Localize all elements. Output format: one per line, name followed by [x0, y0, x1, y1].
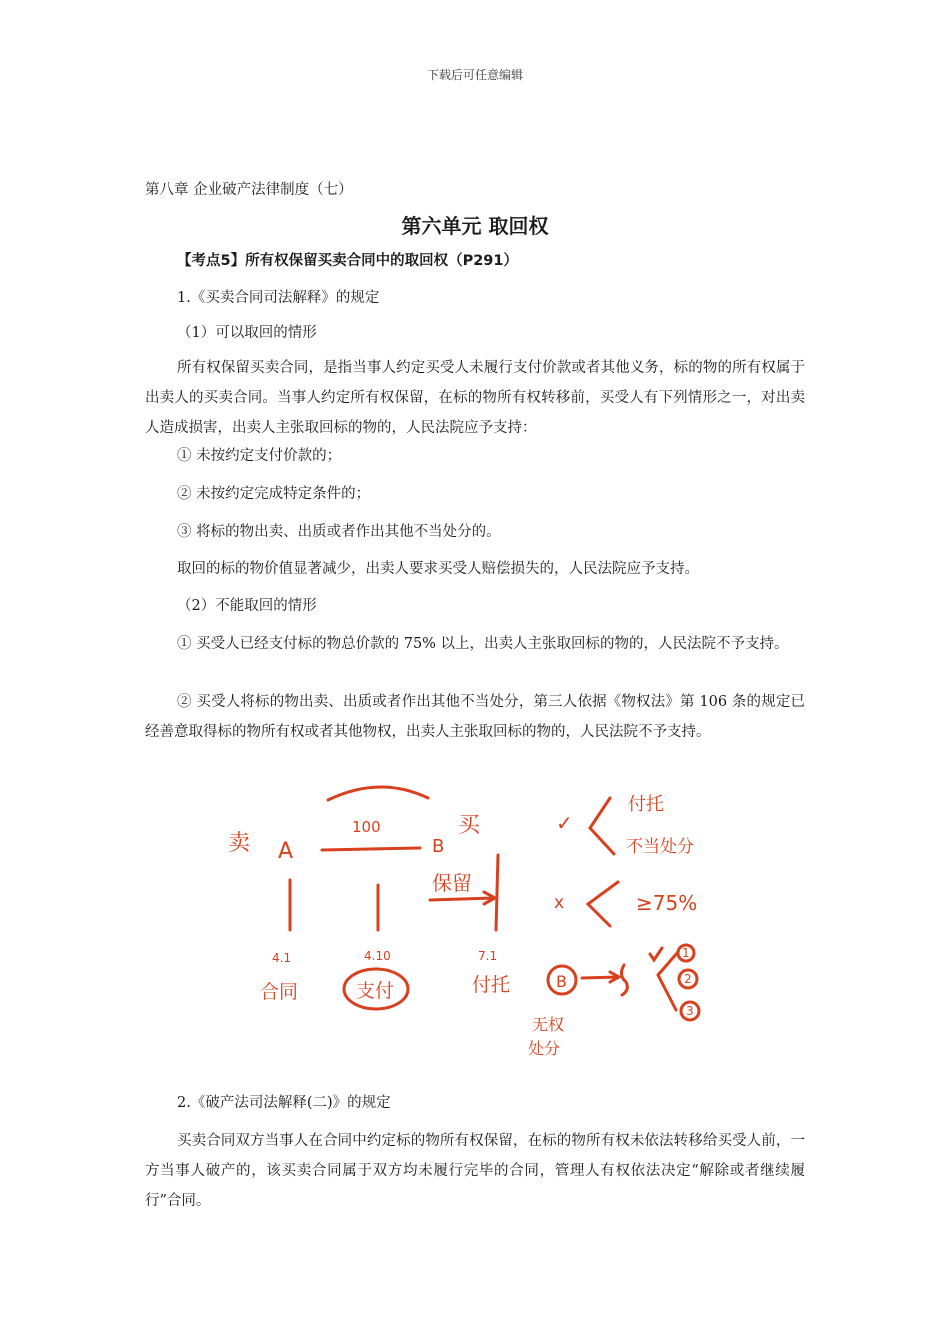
list-item-3: ③ 将标的物出卖、出质或者作出其他不当处分的。 — [177, 524, 501, 540]
section2-heading: 2.《破产法司法解释(二)》的规定 — [177, 1095, 391, 1111]
bracket-no — [588, 882, 618, 926]
unauthorized-label: 无权 — [532, 1015, 565, 1034]
date-label-3: 7.1 — [478, 949, 498, 963]
section1-heading: 1.《买卖合同司法解释》的规定 — [177, 290, 380, 306]
date-label-2: 4.10 — [364, 949, 391, 963]
header-note: 下载后可任意编辑 — [426, 68, 523, 82]
s-mark — [621, 965, 627, 995]
kaodian-heading: 【考点5】所有权保留买卖合同中的取回权（P291） — [177, 253, 518, 269]
underline-100 — [322, 848, 420, 850]
ge75-label: ≥75% — [636, 891, 698, 915]
section2-paragraph: 买卖合同双方当事人在合同中约定标的物所有权保留，在标的物所有权未依法转移给买受人前，一方当事人破产的，该买卖合同属于双方均未履行完毕的合同，管理人有权依法决定“解除或者继续履行”合同。 — [145, 1133, 805, 1209]
chapter-title: 第八章 企业破产法律制度（七） — [145, 182, 353, 198]
reserve-label: 保留 — [432, 871, 472, 895]
bracket-yes — [590, 798, 614, 854]
party-b-label: B — [432, 836, 445, 857]
check-mark-2 — [650, 948, 662, 960]
unit-title: 第六单元 取回权 — [401, 214, 549, 238]
buyer-label: 买 — [458, 813, 481, 838]
section1-subheading-1: （1）可以取回的情形 — [177, 325, 317, 341]
seller-label: 卖 — [228, 831, 251, 856]
pay-off-label: 付托 — [472, 974, 511, 996]
sale-arc — [328, 787, 428, 800]
b-arrow — [582, 972, 619, 982]
exception-item-1: ① 买受人已经支付标的物总价款的 75% 以上，出卖人主张取回标的物的，人民法院不予支持。 — [177, 636, 789, 652]
section1-paragraph-1: 所有权保留买卖合同，是指当事人约定买受人未履行支付价款或者其他义务，标的物的所有权属于出卖人的买卖合同。当事人约定所有权保留，在标的物所有权转移前，买受人有下列情形之一，对出卖人造成损害，出卖人主张取回标的物的，人民法院应予支持： — [145, 360, 805, 436]
circle-num-3: 3 — [686, 1004, 694, 1018]
cross-mark: x — [554, 893, 565, 913]
contract-label: 合同 — [260, 981, 299, 1003]
exception-item-2: ② 买受人将标的物出卖、出质或者作出其他不当处分，第三人依据《物权法》第 106 条的规定已经善意取得标的物所有权或者其他物权，出卖人主张取回标的物的，人民法院不予支持。 — [145, 694, 805, 740]
list-item-1: ① 未按约定支付价款的； — [177, 448, 342, 464]
section1-subheading-2: （2）不能取回的情形 — [177, 598, 317, 614]
pay-off-label-2: 付托 — [628, 794, 664, 815]
pay-label: 支付 — [356, 980, 395, 1002]
bracket-cases — [658, 952, 678, 1010]
circle-num-1: 1 — [682, 946, 690, 960]
amount-label: 100 — [352, 818, 381, 836]
timeline-line-3 — [496, 855, 498, 930]
section1-paragraph-2: 取回的标的物价值显著减少，出卖人要求买受人赔偿损失的，人民法院应予支持。 — [177, 561, 699, 577]
list-item-2: ② 未按约定完成特定条件的； — [177, 486, 371, 502]
not-dispose-label: 不当处分 — [626, 837, 694, 857]
handwritten-diagram — [210, 770, 730, 1070]
dispose-label: 处分 — [528, 1039, 561, 1058]
circle-num-2: 2 — [684, 972, 692, 986]
date-label-1: 4.1 — [272, 951, 292, 965]
check-mark-1: ✓ — [556, 811, 573, 835]
b-circle-label: B — [556, 972, 567, 991]
party-a-label: A — [278, 839, 294, 864]
